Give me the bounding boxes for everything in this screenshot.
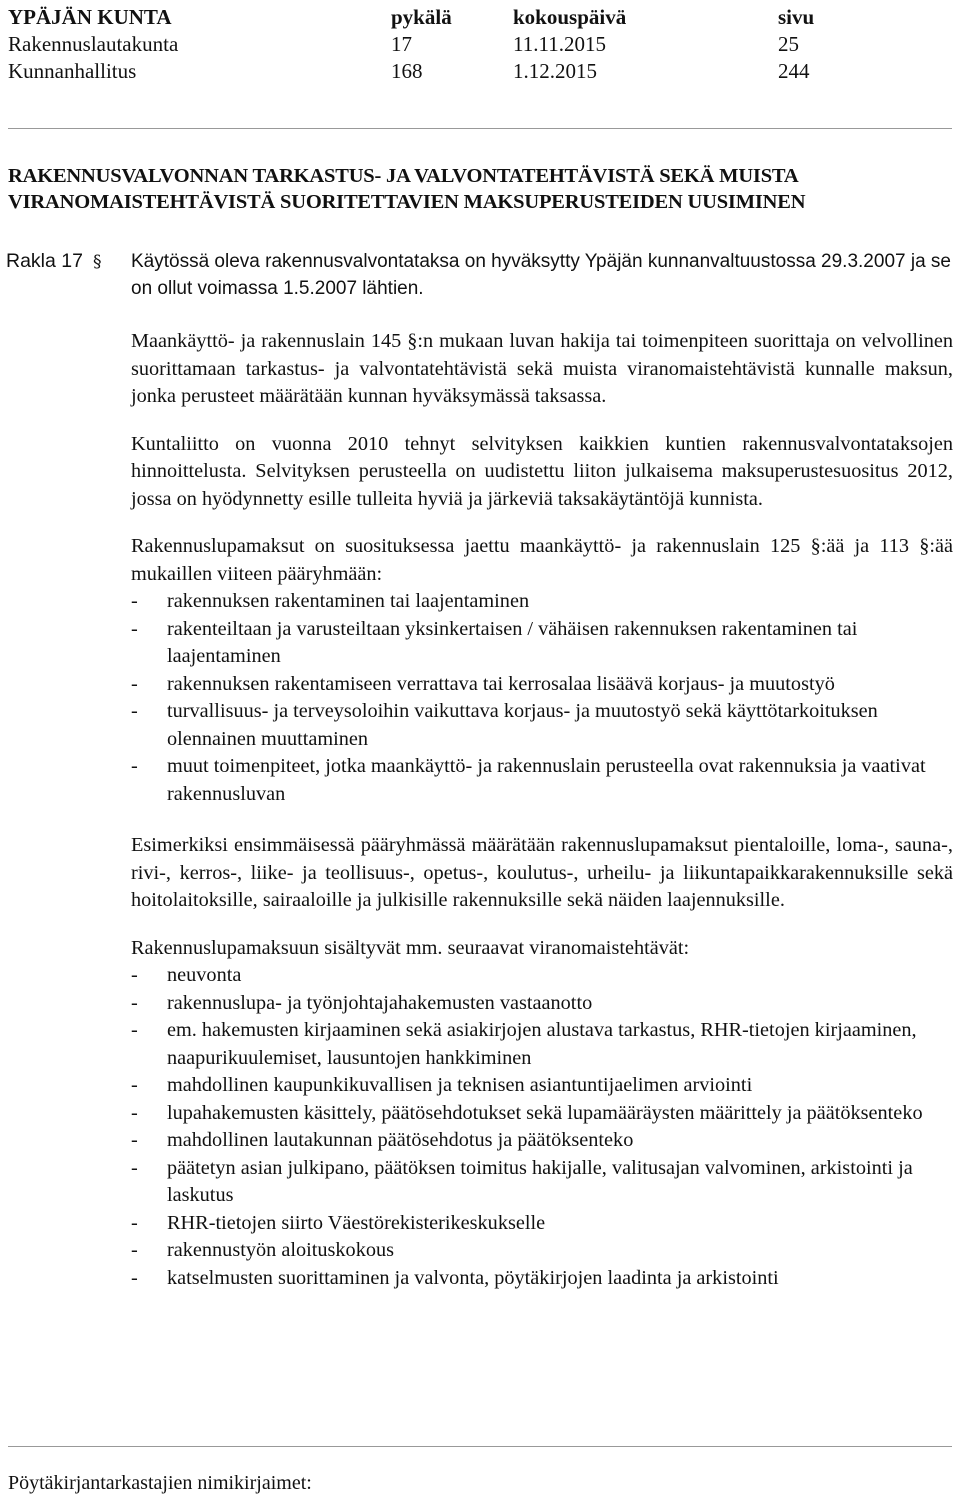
list-item: - neuvonta — [131, 962, 953, 990]
tasks-list — [131, 962, 953, 1292]
page-heading: sivu — [778, 5, 815, 29]
list-item: - em. hakemusten kirjaaminen sekä asiakirjojen alustava tarkastus, RHR-tietojen kirjaaminen, naapurikuulemiset, lausuntojen hankkiminen — [131, 1017, 953, 1072]
page-number: 244 — [778, 59, 810, 83]
municipality-name: YPÄJÄN KUNTA — [8, 5, 172, 29]
section-heading: pykälä — [391, 5, 452, 29]
list-item: - mahdollinen lautakunnan päätösehdotus ja päätöksenteko — [131, 1127, 953, 1155]
list-item: - rakennustyön aloituskokous — [131, 1237, 953, 1265]
list-item: - päätetyn asian julkipano, päätöksen toimitus hakijalle, valitusajan valvominen, arkistointi ja laskutus — [131, 1155, 953, 1210]
list-item: - muut toimenpiteet, jotka maankäyttö- ja rakennuslain perusteella ovat rakennuksia ja vaativat rakennusluvan — [131, 753, 953, 808]
list-item: - rakennuksen rakentaminen tai laajentaminen — [131, 588, 953, 616]
paragraph: Rakennuslupamaksut on suosituksessa jaettu maankäyttö- ja rakennuslain 125 §:ää ja 113 §:ää mukaillen viiteen pääryhmään: — [131, 535, 953, 585]
footer-divider — [8, 1446, 952, 1447]
document-title: RAKENNUSVALVONNAN TARKASTUS- JA VALVONTATEHTÄVISTÄ SEKÄ MUISTA VIRANOMAISTEHTÄVISTÄ SUORITETTAVIEN MAKSUPERUSTEIDEN UUSIMINEN — [8, 165, 806, 213]
paragraph: Maankäyttö- ja rakennuslain 145 §:n mukaan luvan hakija tai toimenpiteen suorittaja on velvollinen suorittamaan tarkastus- ja valvontatehtävistä sekä muista viranomaistehtävistä kunnalle maksun, jonka perusteet määrätään kunnan hyväksymässä taksassa. — [131, 330, 953, 407]
paragraph: Kuntaliitto on vuonna 2010 tehnyt selvityksen kaikkien kuntien rakennusvalvontataksojen hinnoittelusta. Selvityksen perusteella on uudistettu liiton julkaisema maksuperustesuositus 2012, jossa on hyödynnetty esille tulleita hyviä ja järkeviä taksakäytäntöjä kunnista. — [131, 432, 953, 510]
list-item: - lupahakemusten käsittely, päätösehdotukset sekä lupamääräysten määrittely ja päätöksenteko — [131, 1100, 953, 1128]
list-item: - katselmusten suorittaminen ja valvonta, pöytäkirjojen laadinta ja arkistointi — [131, 1265, 953, 1293]
list-item: - mahdollinen kaupunkikuvallisen ja teknisen asiantuntijaelimen arviointi — [131, 1072, 953, 1100]
intro-paragraph: Käytössä oleva rakennusvalvontataksa on hyväksytty Ypäjän kunnanvaltuustossa 29.3.2007 ja se on ollut voimassa 1.5.2007 lähtien. — [131, 251, 951, 299]
document-body — [131, 328, 953, 1316]
meeting-date: 11.11.2015 — [513, 32, 606, 56]
page-number: 25 — [778, 32, 799, 56]
list-item: - rakennuksen rakentamiseen verrattava tai kerrosalaa lisäävä korjaus- ja muutostyö — [131, 671, 953, 699]
meeting-date: 1.12.2015 — [513, 59, 597, 83]
section-label — [6, 248, 101, 277]
main-groups-list — [131, 588, 953, 808]
list-item: - rakenteiltaan ja varusteiltaan yksinkertaisen / vähäisen rakennuksen rakentaminen tai laajentaminen — [131, 616, 953, 671]
paragraph: Esimerkiksi ensimmäisessä pääryhmässä määrätään rakennuslupamaksut pientaloille, loma-, sauna-, rivi-, kerros-, liike- ja teollisuus-, opetus-, koulutus-, urheilu- ja liikuntapaikkarakennuksille sekä hoitolaitoksille, sairaaloille ja julkisille rakennuksille sekä näiden laajennuksille. — [131, 834, 953, 911]
section-number: 17 — [391, 32, 412, 56]
list-item: - RHR-tietojen siirto Väestörekisterikeskukselle — [131, 1210, 953, 1238]
footer-initials-label: Pöytäkirjantarkastajien nimikirjaimet: — [8, 1472, 312, 1494]
paragraph: Rakennuslupamaksuun sisältyvät mm. seuraavat viranomaistehtävät: — [131, 936, 690, 959]
section-label-text: Rakla 17 — [6, 250, 83, 272]
body-name: Rakennuslautakunta — [8, 32, 179, 56]
meeting-date-heading: kokouspäivä — [513, 5, 627, 29]
section-sign: § — [92, 252, 102, 272]
section-number: 168 — [391, 59, 423, 83]
body-name: Kunnanhallitus — [8, 59, 137, 83]
list-item: - turvallisuus- ja terveysoloihin vaikuttava korjaus- ja muutostyö sekä käyttötarkoituksen olennainen muuttaminen — [131, 698, 953, 753]
list-item: - rakennuslupa- ja työnjohtajahakemusten vastaanotto — [131, 990, 953, 1018]
header-divider — [8, 128, 952, 129]
